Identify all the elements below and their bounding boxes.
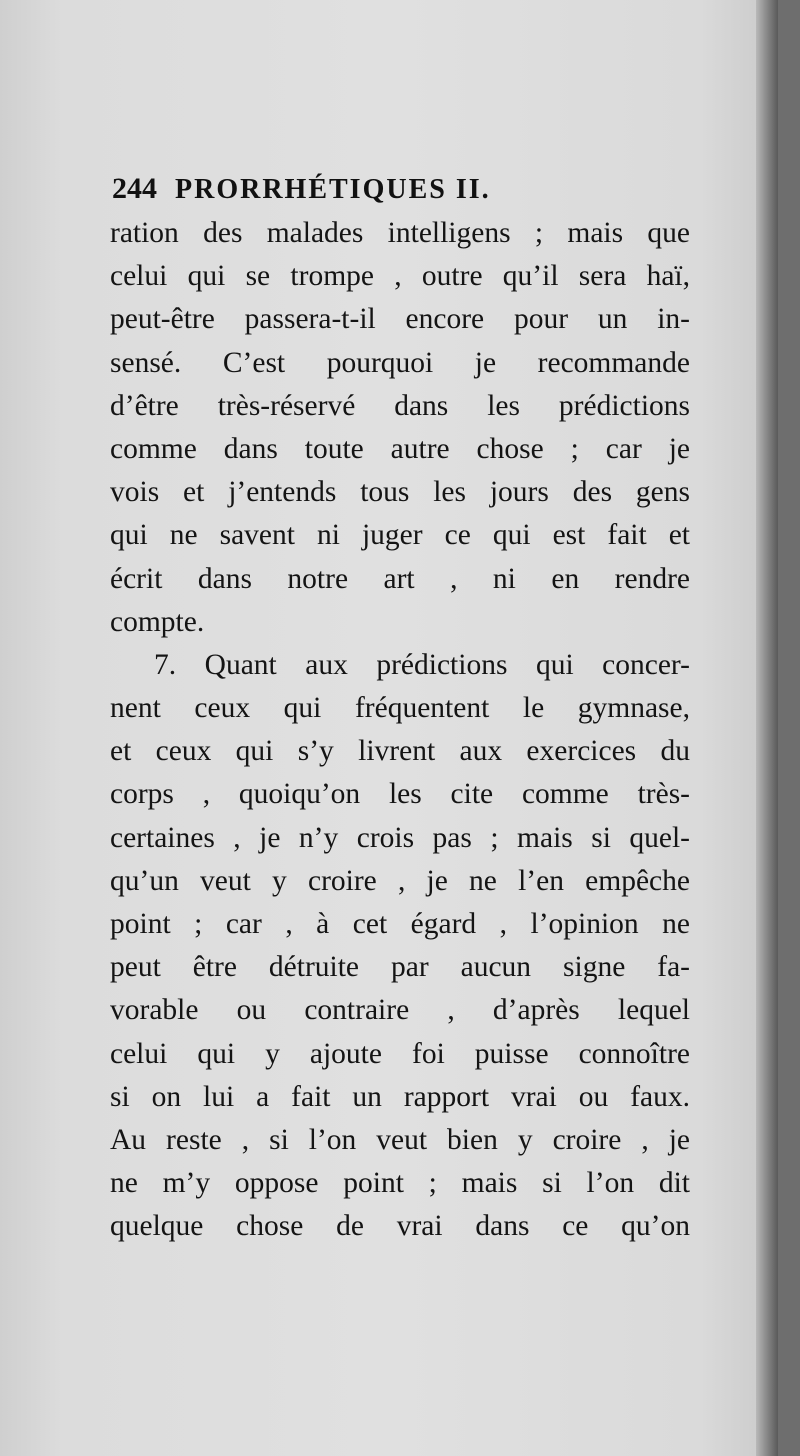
text-line: Au reste , si l’on veut bien y croire , je (110, 1123, 690, 1156)
text-line: écrit dans notre art , ni en rendre (110, 562, 690, 595)
running-head: PRORRHÉTIQUES II. (175, 174, 491, 205)
body-text (110, 212, 690, 1249)
text-line: celui qui se trompe , outre qu’il sera haï, (110, 260, 690, 293)
text-line: point ; car , à cet égard , l’opinion ne (110, 908, 690, 940)
page-edge-shadow (756, 0, 778, 1456)
text-line: si on lui a fait un rapport vrai ou faux. (110, 1080, 690, 1113)
text-line: celui qui y ajoute foi puisse connoître (110, 1037, 690, 1070)
text-line: ne m’y oppose point ; mais si l’on dit (110, 1167, 690, 1200)
text-line: nent ceux qui fréquentent le gymnase, (110, 692, 690, 725)
text-line: d’être très-réservé dans les prédictions (110, 389, 690, 422)
text-line: corps , quoiqu’on les cite comme très- (110, 778, 690, 811)
text-line: qu’un veut y croire , je ne l’en empêche (110, 864, 690, 897)
text-line: vois et j’entends tous les jours des gens (110, 476, 690, 509)
text-line: certaines , je n’y crois pas ; mais si quel- (110, 821, 690, 854)
page-header (112, 172, 712, 216)
text-line: qui ne savent ni juger ce qui est fait et (110, 519, 690, 552)
text-line: peut être détruite par aucun signe fa- (110, 951, 690, 984)
text-line: peut-être passera-t-il encore pour un in- (110, 303, 690, 336)
page-number: 244 (112, 172, 157, 205)
text-line: et ceux qui s’y livrent aux exercices du (110, 735, 690, 768)
text-line: quelque chose de vrai dans ce qu’on (110, 1210, 690, 1243)
text-line: vorable ou contraire , d’après lequel (110, 994, 690, 1027)
text-line: compte. (110, 605, 205, 638)
text-line: comme dans toute autre chose ; car je (110, 432, 690, 465)
paragraph-start-line: 7. Quant aux prédictions qui concer- (154, 648, 690, 681)
text-line: sensé. C’est pourquoi je recommande (110, 346, 690, 379)
text-line: ration des malades intelligens ; mais que (110, 217, 690, 249)
